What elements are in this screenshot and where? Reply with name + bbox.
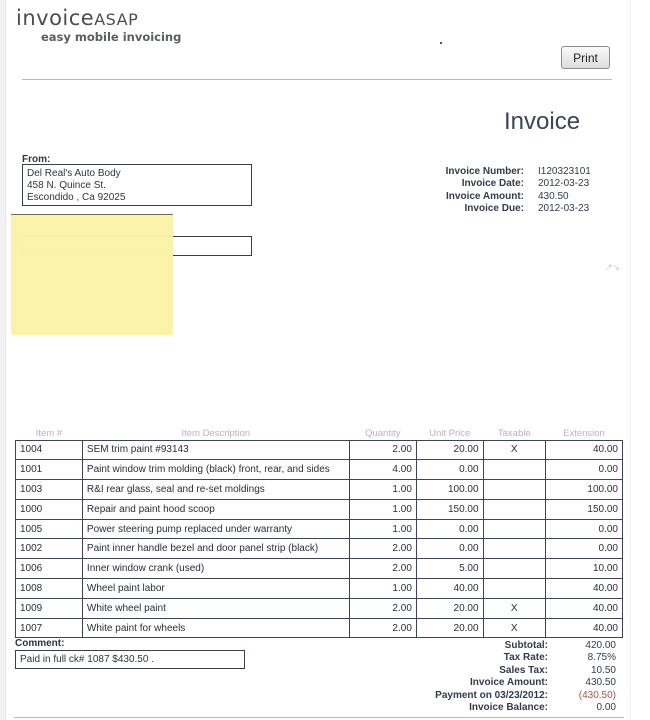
total-label: Invoice Amount: bbox=[470, 677, 548, 689]
cell-item-number: 1004 bbox=[16, 440, 83, 460]
comment-box: Paid in full ck# 1087 $430.50 . bbox=[15, 650, 245, 669]
cell-quantity: 2.00 bbox=[349, 618, 416, 638]
meta-value: I120323101 bbox=[538, 166, 591, 177]
meta-row-date bbox=[420, 178, 640, 190]
cell-extension: 0.00 bbox=[545, 460, 622, 480]
total-row-sales-tax bbox=[400, 665, 620, 677]
total-value: 430.50 bbox=[585, 677, 616, 689]
cell-unit-price: 0.00 bbox=[416, 519, 483, 539]
cell-quantity: 1.00 bbox=[349, 579, 416, 599]
cell-taxable bbox=[483, 460, 545, 480]
from-line: Del Real's Auto Body bbox=[27, 168, 121, 179]
cell-quantity: 4.00 bbox=[349, 460, 416, 480]
total-row-balance bbox=[400, 702, 620, 714]
total-label: Sales Tax: bbox=[499, 664, 548, 676]
cell-extension: 100.00 bbox=[545, 480, 622, 500]
cell-quantity: 1.00 bbox=[349, 519, 416, 539]
table-header-row bbox=[16, 427, 623, 440]
table-row bbox=[16, 519, 623, 539]
col-header-quantity: Quantity bbox=[365, 427, 401, 439]
cell-extension: 40.00 bbox=[545, 598, 622, 618]
brand-name bbox=[16, 7, 181, 31]
sticky-note-redaction bbox=[11, 214, 173, 335]
meta-row-number bbox=[420, 166, 640, 178]
from-line: Escondido , Ca 92025 bbox=[27, 192, 126, 203]
total-label: Payment on 03/23/2012: bbox=[435, 689, 548, 701]
col-header-unit-price: Unit Price bbox=[429, 427, 471, 439]
total-row-subtotal bbox=[400, 640, 620, 652]
print-button[interactable]: Print bbox=[561, 46, 610, 69]
col-header-extension: Extension bbox=[563, 427, 605, 439]
meta-label: Invoice Date: bbox=[461, 178, 524, 190]
cell-taxable bbox=[483, 480, 545, 500]
from-label: From: bbox=[22, 154, 51, 165]
cell-item-number: 1002 bbox=[16, 539, 83, 559]
invoice-meta bbox=[420, 166, 640, 215]
scan-speck bbox=[440, 42, 442, 44]
cell-extension: 40.00 bbox=[545, 579, 622, 599]
col-header-item: Item # bbox=[35, 427, 63, 439]
cell-unit-price: 100.00 bbox=[416, 480, 483, 500]
cell-extension: 0.00 bbox=[545, 519, 622, 539]
total-row-payment bbox=[400, 690, 620, 702]
total-value: 10.50 bbox=[590, 664, 616, 676]
cell-unit-price: 20.00 bbox=[416, 618, 483, 638]
cell-extension: 0.00 bbox=[545, 539, 622, 559]
table-row bbox=[16, 460, 623, 480]
cell-quantity: 2.00 bbox=[349, 598, 416, 618]
total-label: Tax Rate: bbox=[503, 652, 548, 664]
cell-taxable: X bbox=[483, 440, 545, 460]
cell-unit-price: 5.00 bbox=[416, 559, 483, 579]
cell-extension: 40.00 bbox=[545, 618, 622, 638]
meta-label: Invoice Number: bbox=[445, 166, 524, 177]
total-value: 0.00 bbox=[596, 702, 616, 714]
cell-description: White paint for wheels bbox=[82, 618, 349, 638]
cell-item-number: 1001 bbox=[16, 460, 83, 480]
table-row bbox=[16, 579, 623, 599]
cell-item-number: 1006 bbox=[16, 559, 83, 579]
comment-label: Comment: bbox=[15, 638, 65, 649]
footer-divider bbox=[14, 717, 624, 718]
header-divider bbox=[22, 79, 612, 80]
cell-extension: 40.00 bbox=[545, 440, 622, 460]
cell-description: Inner window crank (used) bbox=[82, 559, 349, 579]
from-line: 458 N. Quince St. bbox=[27, 180, 106, 191]
meta-label: Invoice Amount: bbox=[446, 190, 524, 202]
cell-unit-price: 0.00 bbox=[416, 539, 483, 559]
table-row bbox=[16, 480, 623, 500]
table-row bbox=[16, 499, 623, 519]
from-address-box bbox=[22, 164, 252, 206]
cell-taxable bbox=[483, 579, 545, 599]
meta-value: 2012-03-23 bbox=[538, 178, 590, 190]
cell-taxable: X bbox=[483, 618, 545, 638]
total-label: Invoice Balance: bbox=[469, 702, 548, 714]
line-items-table bbox=[15, 427, 623, 638]
totals-summary bbox=[400, 640, 620, 714]
cell-quantity: 1.00 bbox=[349, 499, 416, 519]
brand-tagline: easy mobile invoicing bbox=[41, 30, 182, 44]
col-header-taxable: Taxable bbox=[497, 427, 531, 439]
scan-mark-icon: ↗↘ bbox=[605, 262, 621, 272]
cell-description: Paint inner handle bezel and door panel strip (black) bbox=[82, 539, 349, 559]
cell-item-number: 1005 bbox=[16, 519, 83, 539]
cell-description: White wheel paint bbox=[82, 598, 349, 618]
cell-unit-price: 20.00 bbox=[416, 598, 483, 618]
brand-name-main: invoice bbox=[16, 6, 95, 30]
cell-taxable bbox=[483, 499, 545, 519]
cell-unit-price: 40.00 bbox=[416, 579, 483, 599]
total-row-invoice-amount bbox=[400, 677, 620, 689]
brand-logo bbox=[16, 7, 181, 43]
cell-description: SEM trim paint #93143 bbox=[82, 440, 349, 460]
table-row bbox=[16, 539, 623, 559]
cell-quantity: 2.00 bbox=[349, 440, 416, 460]
cell-taxable bbox=[483, 539, 545, 559]
total-label: Subtotal: bbox=[504, 640, 548, 651]
total-value: 420.00 bbox=[585, 640, 616, 651]
cell-extension: 150.00 bbox=[545, 499, 622, 519]
cell-description: Paint window trim molding (black) front, rear, and sides bbox=[82, 460, 349, 480]
cell-item-number: 1003 bbox=[16, 480, 83, 500]
cell-description: Wheel paint labor bbox=[82, 579, 349, 599]
cell-taxable bbox=[483, 519, 545, 539]
cell-unit-price: 0.00 bbox=[416, 460, 483, 480]
table-row bbox=[16, 598, 623, 618]
cell-quantity: 2.00 bbox=[349, 539, 416, 559]
cell-quantity: 1.00 bbox=[349, 480, 416, 500]
total-value-payment: (430.50) bbox=[578, 689, 616, 701]
cell-item-number: 1000 bbox=[16, 499, 83, 519]
cell-item-number: 1008 bbox=[16, 579, 83, 599]
cell-quantity: 2.00 bbox=[349, 559, 416, 579]
cell-unit-price: 150.00 bbox=[416, 499, 483, 519]
table-row bbox=[16, 440, 623, 460]
total-value: 8.75% bbox=[587, 652, 616, 664]
page-left-edge bbox=[0, 0, 6, 720]
cell-taxable: X bbox=[483, 598, 545, 618]
cell-unit-price: 20.00 bbox=[416, 440, 483, 460]
meta-value: 2012-03-23 bbox=[538, 202, 590, 214]
cell-description: Repair and paint hood scoop bbox=[82, 499, 349, 519]
brand-name-accent: ASAP bbox=[94, 10, 139, 29]
page-title: Invoice bbox=[504, 108, 581, 135]
table-row bbox=[16, 618, 623, 638]
col-header-description: Item Description bbox=[181, 427, 251, 439]
table-row bbox=[16, 559, 623, 579]
meta-value: 430.50 bbox=[538, 190, 569, 202]
meta-row-amount bbox=[420, 191, 640, 203]
cell-item-number: 1009 bbox=[16, 598, 83, 618]
cell-description: R&I rear glass, seal and re-set moldings bbox=[82, 480, 349, 500]
total-row-tax-rate bbox=[400, 652, 620, 664]
cell-taxable bbox=[483, 559, 545, 579]
meta-label: Invoice Due: bbox=[464, 202, 524, 214]
meta-row-due bbox=[420, 203, 640, 215]
page-right-edge bbox=[630, 0, 631, 720]
cell-item-number: 1007 bbox=[16, 618, 83, 638]
cell-extension: 10.00 bbox=[545, 559, 622, 579]
cell-description: Power steering pump replaced under warranty bbox=[82, 519, 349, 539]
